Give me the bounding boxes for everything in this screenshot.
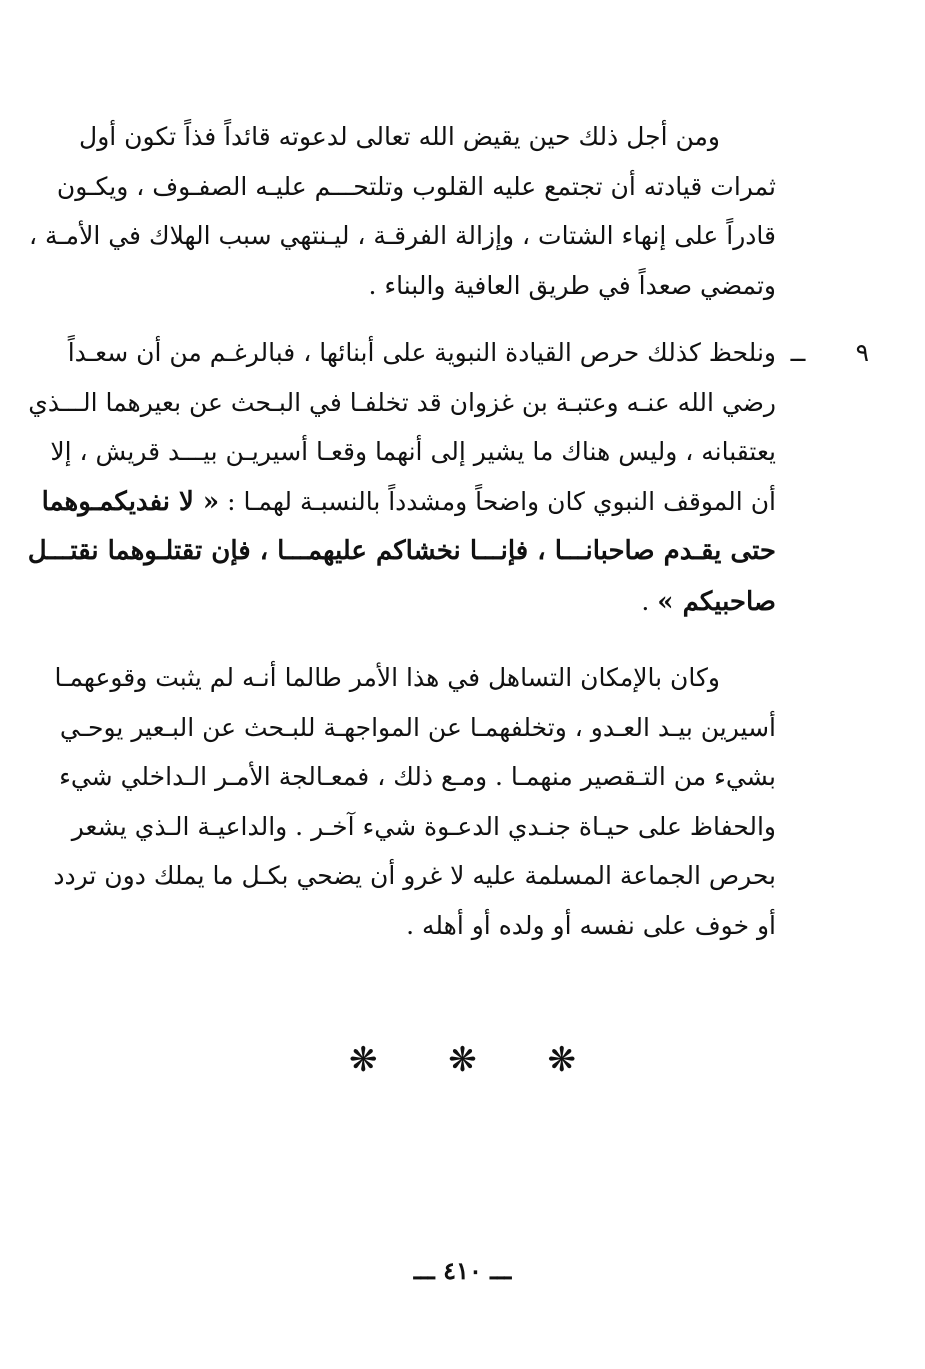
paragraph-line: قادراً على إنهاء الشتات ، وإزالة الفرقـة ، ليـنتهي سبب الهلاك في الأمـة ، bbox=[28, 221, 776, 250]
paragraph-line: أسيرين بيـد العـدو ، وتخلفهمـا عن المواجهـة للبـحث عن البـعير يوحـي bbox=[59, 712, 776, 742]
item-9-paragraph bbox=[27, 328, 776, 627]
paragraph-line: رضي الله عنـه وعتبـة بن غزوان قد تخلفـا في البـحث عن بعيرهما الـــذي bbox=[28, 387, 776, 417]
paragraph-line: والحفاظ على حيـاة جنـدي الدعـوة شيء آخـر . والداعيـة الـذي يشعر bbox=[71, 811, 776, 841]
hadith-quote-start: « لا نفديكمـوهما bbox=[41, 486, 220, 517]
item-dash: ــ bbox=[790, 338, 806, 367]
hadith-quote-last-line bbox=[96, 577, 776, 628]
item-number: ٩ bbox=[855, 338, 869, 367]
paragraph-line: ونلحظ كذلك حرص القيادة النبوية على أبنائها ، فبالرغـم من أن سعـداً bbox=[67, 338, 776, 367]
section-separator: ❋ ❋ ❋ bbox=[348, 1040, 607, 1080]
paragraph-line: يعتقبانه ، وليس هناك ما يشير إلى أنهما وقعـا أسيريـن بيـــد قريش ، إلا bbox=[50, 437, 776, 466]
paragraph-line: ثمرات قيادته أن تجتمع عليه القلوب وتلتحـــم عليـه الصفـوف ، ويكـون bbox=[56, 171, 776, 201]
paragraph-line bbox=[41, 477, 776, 528]
paragraph-3 bbox=[53, 653, 776, 950]
paragraph-line bbox=[54, 653, 776, 703]
paragraph-line: أو خوف على نفسه أو ولده أو أهله . bbox=[406, 910, 776, 940]
paragraph-line: بحرص الجماعة المسلمة عليه لا غرو أن يضحي بكـل ما يملك دون تردد bbox=[53, 861, 776, 890]
quote-period: . bbox=[641, 586, 650, 616]
paragraph-1 bbox=[28, 112, 776, 310]
hadith-quote-end: صاحبيكم » bbox=[657, 586, 776, 617]
paragraph-line-text: أن الموقف النبوي كان واضحاً ومشدداً بالنسبـة لهمـا : bbox=[227, 486, 776, 516]
paragraph-line-text: ومن أجل ذلك حين يقيض الله تعالى لدعوته قائداً فذاً تكون أول bbox=[79, 122, 720, 151]
paragraph-line: وتمضي صعداً في طريق العافية والبناء . bbox=[368, 270, 776, 300]
hadith-quote-line: حتى يقـدم صاحبانـــا ، فإنـــا نخشاكم عليهمـــا ، فإن تقتلـوهما نقتـــل bbox=[27, 536, 776, 566]
paragraph-line-text: وكان بالإمكان التساهل في هذا الأمر طالما أنـه لم يثبت وقوعهمـا bbox=[54, 663, 720, 692]
paragraph-line: بشيء من التـقصير منهمـا . ومـع ذلك ، فمعـالجة الأمـر الـداخلي شيء bbox=[59, 762, 776, 791]
page-number: ـــ ٤١٠ ـــ bbox=[413, 1256, 512, 1285]
paragraph-line bbox=[79, 112, 776, 162]
